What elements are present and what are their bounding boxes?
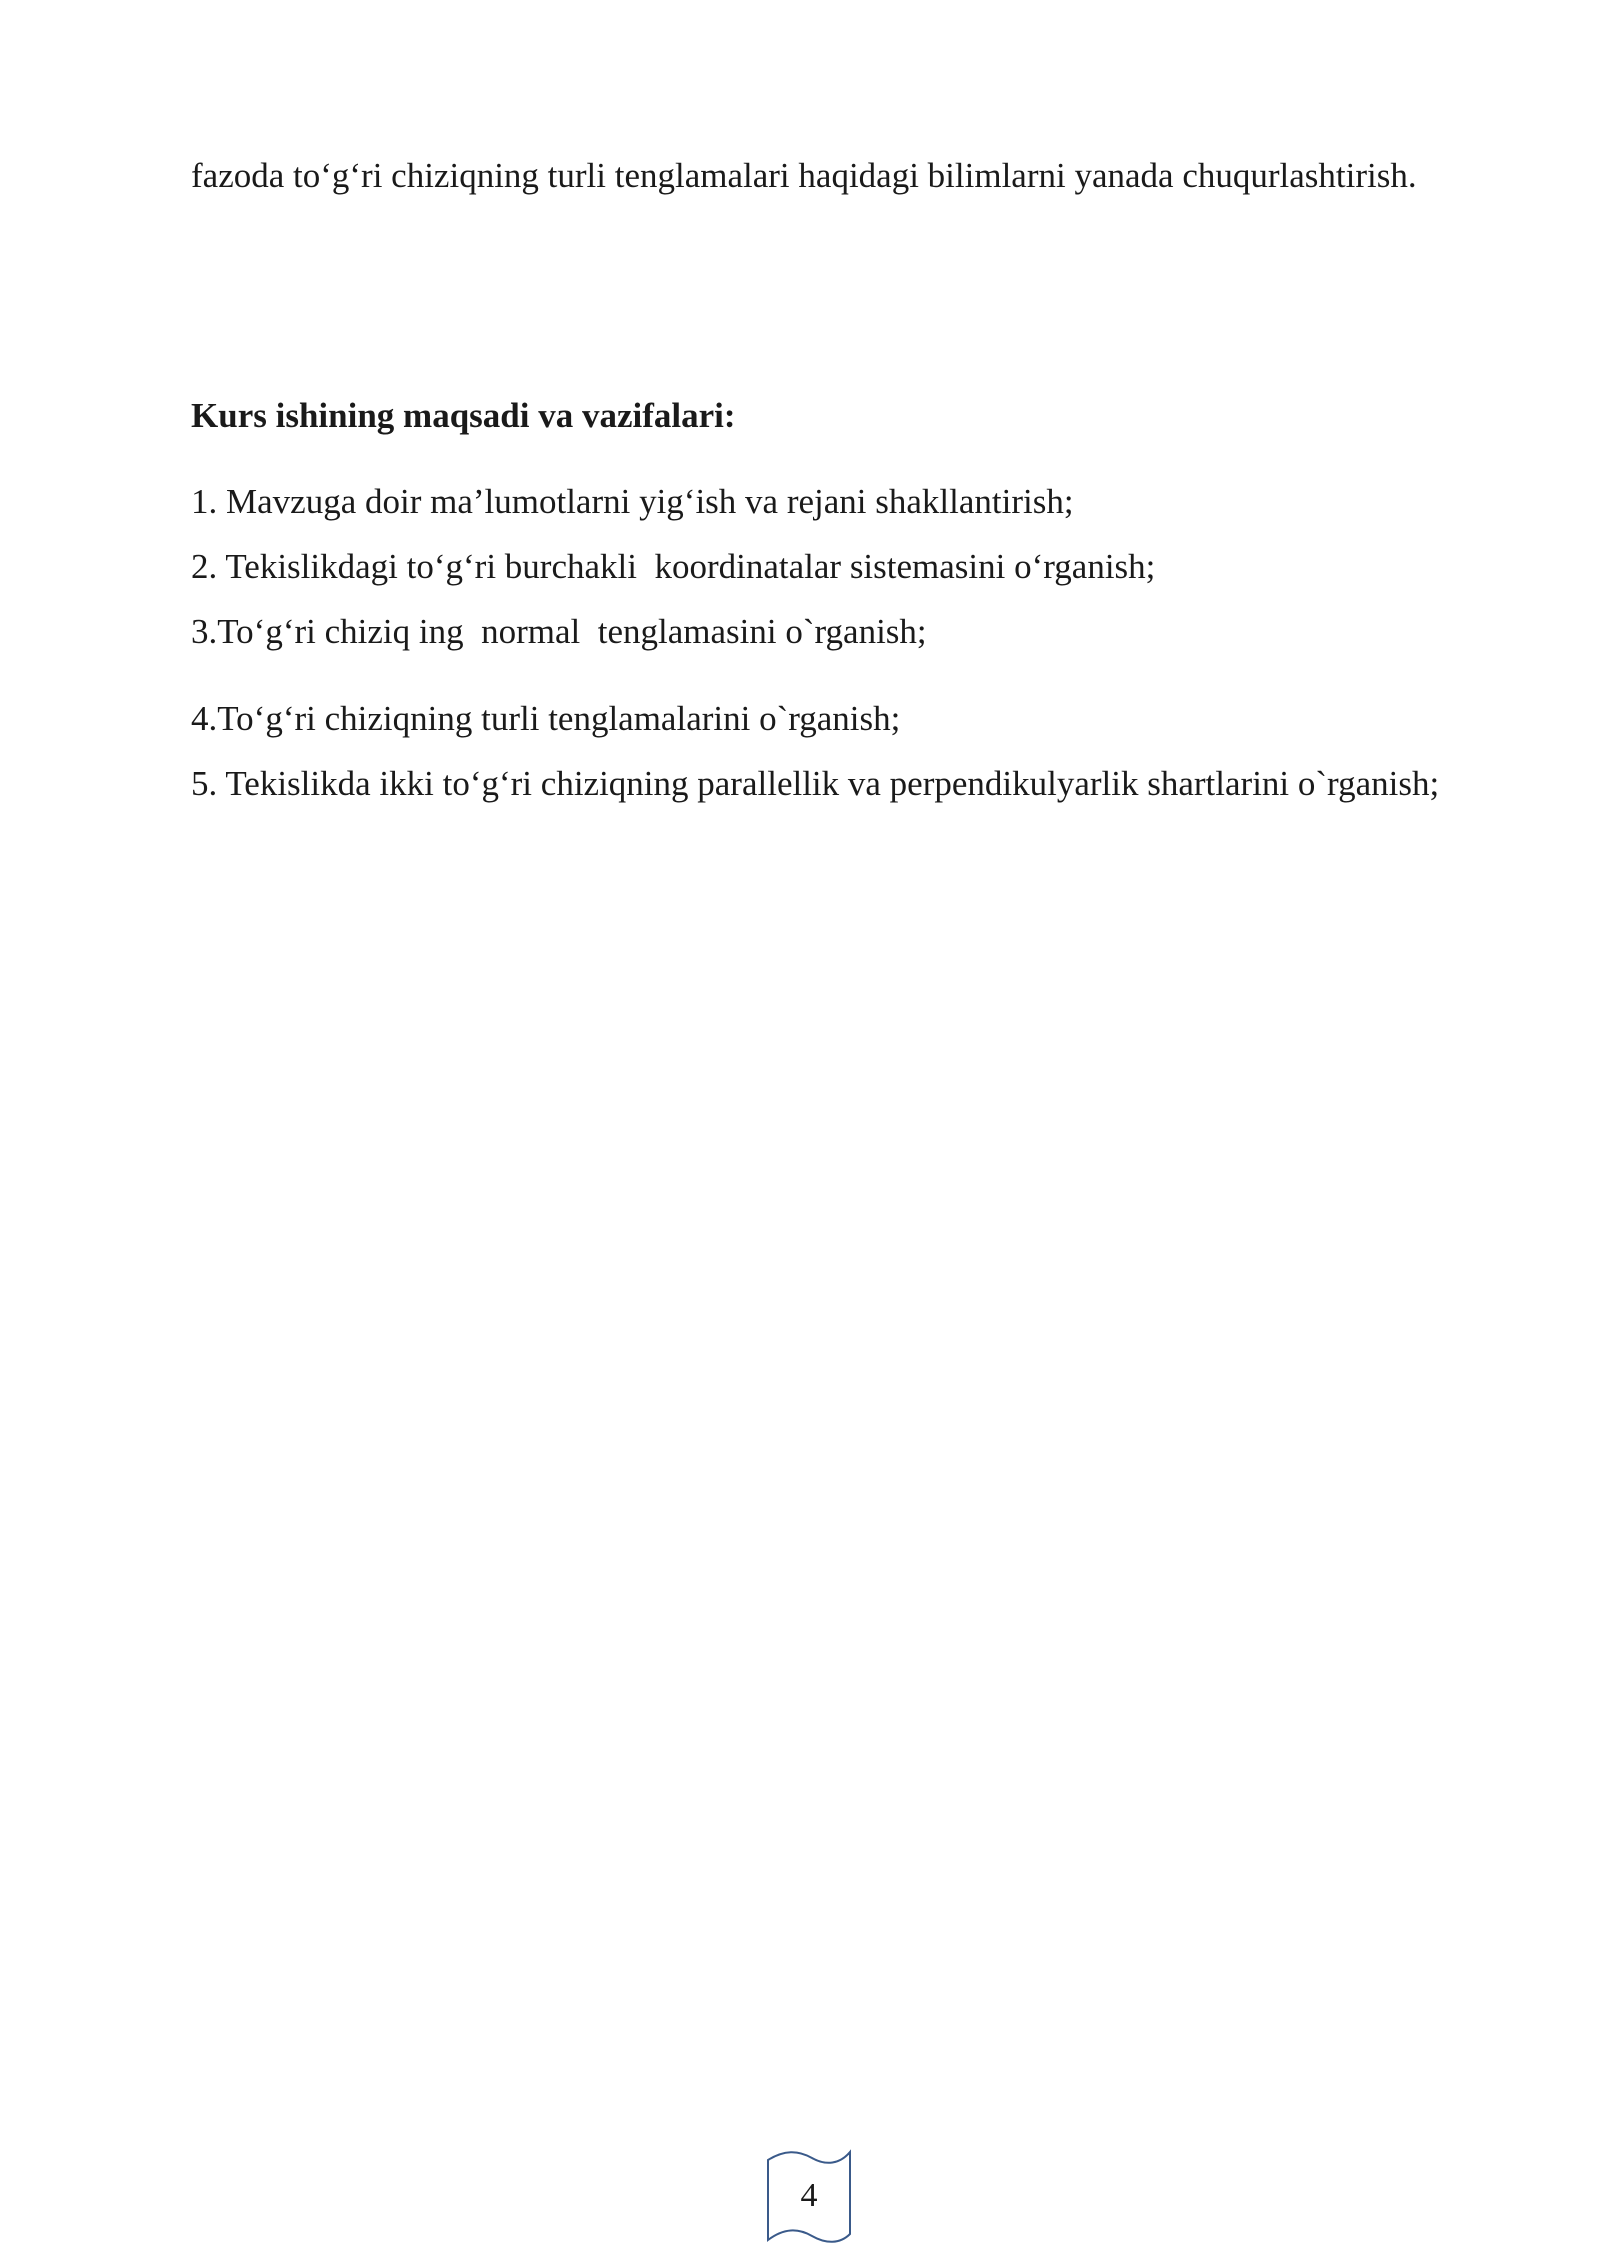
page-number: 4: [800, 2177, 818, 2214]
section-heading: Kurs ishining maqsadi va vazifalari:: [191, 396, 736, 435]
intro-paragraph: fazoda to‘g‘ri chiziqning turli tenglamalari haqidagi bilimlarni yanada chuqurlashtirish.: [191, 156, 1417, 195]
list-item: 5. Tekislikda ikki to‘g‘ri chiziqning parallellik va perpendikulyarlik shartlarini o`rganish;: [191, 764, 1440, 803]
task-list-top: [191, 469, 1450, 664]
list-item: 3.To‘g‘ri chiziq ing normal tenglamasini o`rganish;: [191, 612, 927, 651]
list-item: 2. Tekislikdagi to‘g‘ri burchakli koordinatalar sistemasini o‘rganish;: [191, 547, 1156, 586]
list-item: 1. Mavzuga doir ma’lumotlarni yig‘ish va rejani shakllantirish;: [191, 482, 1074, 521]
list-item: 4.To‘g‘ri chiziqning turli tenglamalarini o`rganish;: [191, 699, 901, 738]
task-list-bottom: [191, 686, 1450, 816]
page-number-badge: [764, 2146, 854, 2246]
